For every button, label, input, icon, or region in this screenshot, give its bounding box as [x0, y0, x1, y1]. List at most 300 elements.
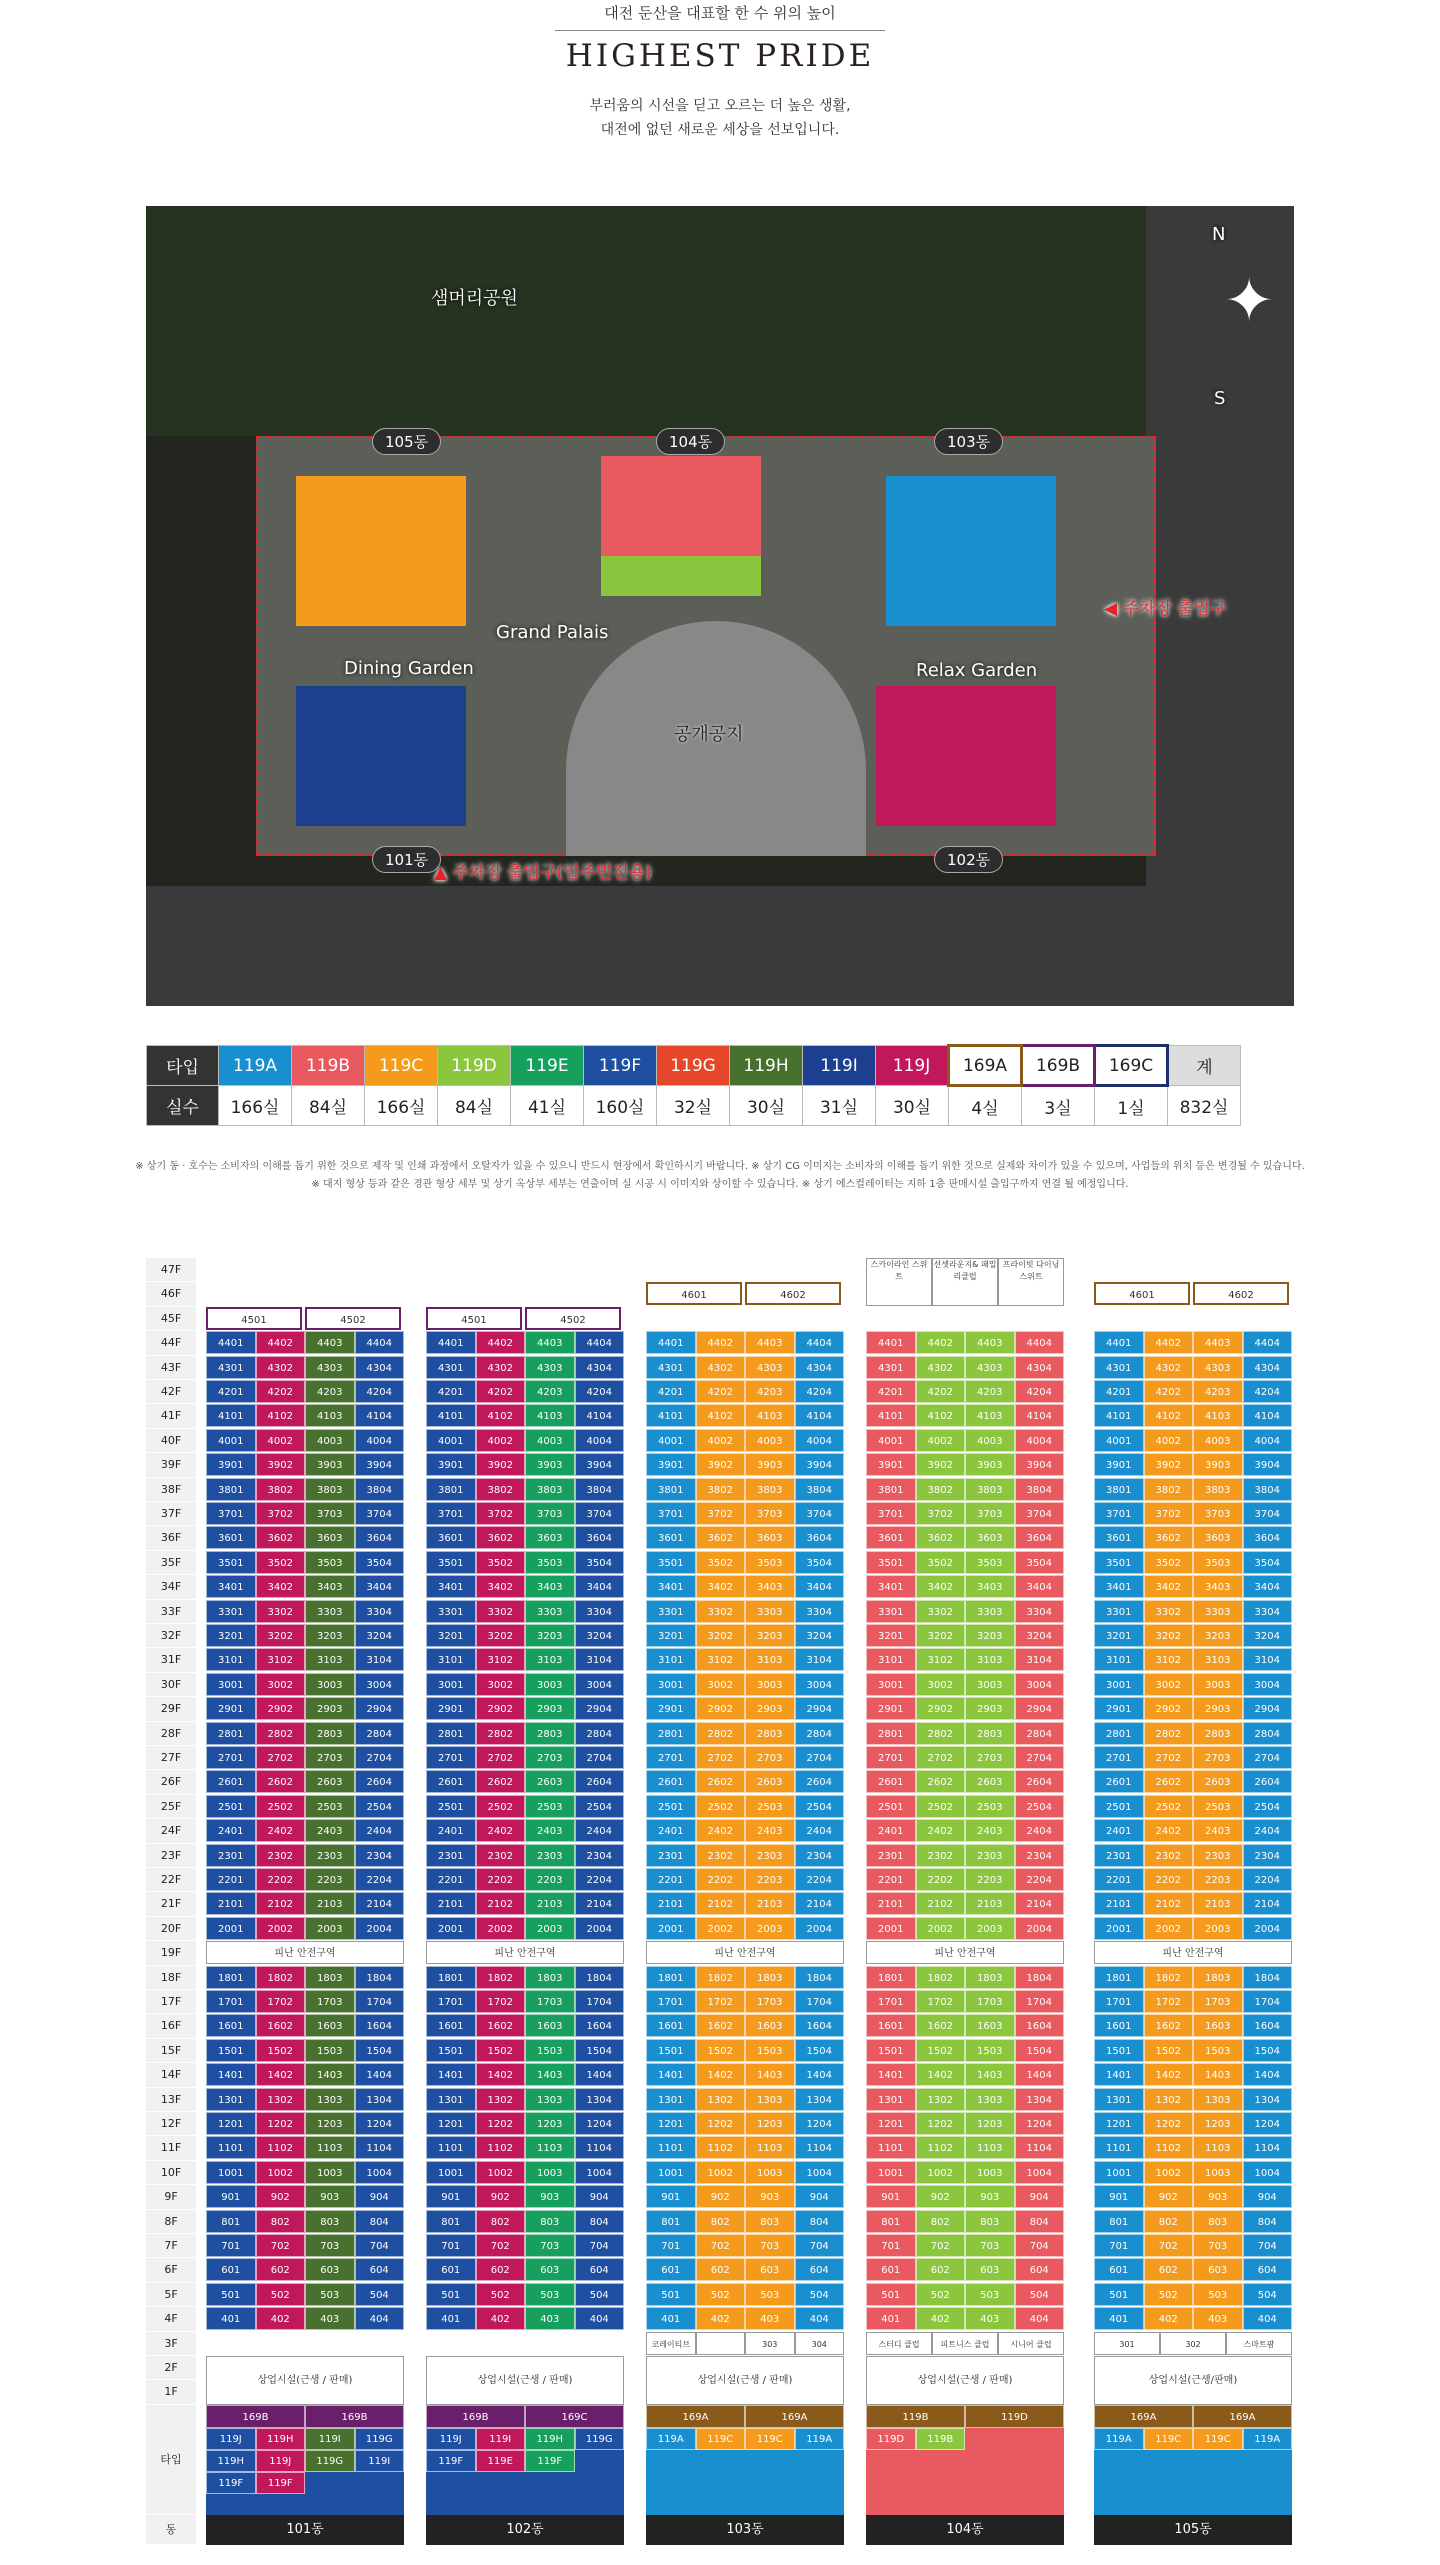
unit-cell: 1401 — [1094, 2063, 1144, 2086]
unit-cell: 2401 — [646, 1819, 696, 1842]
unit-cell: 2702 — [916, 1746, 966, 1769]
unit-cell: 1501 — [1094, 2039, 1144, 2062]
unit-cell: 603 — [305, 2258, 355, 2281]
penthouse-unit: 4601 — [646, 1282, 742, 1305]
unit-cell: 3601 — [426, 1526, 476, 1549]
unit-cell: 3402 — [1144, 1575, 1194, 1598]
parking-entrance-south: ▲ 주차장 출입구(입주민전용) — [434, 863, 652, 883]
penthouse-unit: 4501 — [206, 1307, 302, 1330]
floor-label: 11F — [146, 2136, 196, 2160]
floor-label: 32F — [146, 1624, 196, 1648]
unit-cell: 602 — [916, 2258, 966, 2281]
unit-cell: 3904 — [1015, 1453, 1065, 1476]
unit-cell: 2401 — [206, 1819, 256, 1842]
unit-cell: 4004 — [575, 1429, 625, 1452]
floor-label: 24F — [146, 1819, 196, 1843]
unit-cell: 1004 — [1015, 2161, 1065, 2184]
unit-cell: 1503 — [965, 2039, 1015, 2062]
unit-cell: 1601 — [1094, 2014, 1144, 2037]
unit-cell: 3503 — [305, 1551, 355, 1574]
unit-cell: 2504 — [575, 1795, 625, 1818]
unit-cell: 802 — [916, 2210, 966, 2233]
unit-cell: 902 — [256, 2185, 306, 2208]
unit-cell: 3103 — [745, 1648, 795, 1671]
type-chip: 119I — [355, 2450, 405, 2472]
unit-cell: 4201 — [646, 1380, 696, 1403]
unit-cell: 3301 — [866, 1600, 916, 1623]
unit-cell: 3903 — [1193, 1453, 1243, 1476]
type-cell: 169C — [1095, 1046, 1168, 1086]
unit-cell: 703 — [965, 2234, 1015, 2257]
unit-cell: 4202 — [1144, 1380, 1194, 1403]
unit-cell: 2504 — [355, 1795, 405, 1818]
unit-cell: 3001 — [866, 1673, 916, 1696]
unit-cell: 2402 — [696, 1819, 746, 1842]
unit-cell: 2104 — [575, 1892, 625, 1915]
unit-cell: 402 — [696, 2307, 746, 2330]
unit-cell: 3003 — [525, 1673, 575, 1696]
unit-cell: 2502 — [916, 1795, 966, 1818]
unit-cell: 804 — [575, 2210, 625, 2233]
unit-cell: 3801 — [866, 1478, 916, 1501]
unit-cell: 1504 — [795, 2039, 845, 2062]
unit-cell: 4403 — [965, 1331, 1015, 1354]
unit-cell: 2504 — [795, 1795, 845, 1818]
floor-label: 33F — [146, 1600, 196, 1624]
unit-cell: 2903 — [1193, 1697, 1243, 1720]
unit-cell: 1602 — [916, 2014, 966, 2037]
unit-cell: 401 — [646, 2307, 696, 2330]
unit-cell: 402 — [1144, 2307, 1194, 2330]
unit-cell: 2403 — [305, 1819, 355, 1842]
unit-cell: 1204 — [575, 2112, 625, 2135]
unit-cell: 3001 — [206, 1673, 256, 1696]
type-chip: 119C — [745, 2428, 795, 2450]
unit-cell: 1504 — [1015, 2039, 1065, 2062]
unit-cell: 401 — [206, 2307, 256, 2330]
unit-cell: 503 — [1193, 2283, 1243, 2306]
unit-cell: 1204 — [1243, 2112, 1293, 2135]
unit-cell: 501 — [646, 2283, 696, 2306]
type-cell: 119C — [365, 1046, 438, 1086]
floor-label: 20F — [146, 1917, 196, 1941]
unit-cell: 4002 — [1144, 1429, 1194, 1452]
unit-cell: 3302 — [696, 1600, 746, 1623]
unit-cell: 2503 — [525, 1795, 575, 1818]
unit-cell: 3402 — [476, 1575, 526, 1598]
unit-cell: 2301 — [866, 1844, 916, 1867]
unit-cell: 2703 — [745, 1746, 795, 1769]
unit-cell: 3903 — [745, 1453, 795, 1476]
floor-label: 39F — [146, 1453, 196, 1477]
unit-cell: 4103 — [965, 1404, 1015, 1427]
unit-cell: 2101 — [206, 1892, 256, 1915]
unit-cell: 1101 — [1094, 2136, 1144, 2159]
unit-cell: 2801 — [206, 1722, 256, 1745]
commercial-zone: 상업시설(근생 / 판매) — [646, 2356, 844, 2405]
unit-cell: 3602 — [1144, 1526, 1194, 1549]
unit-cell: 2804 — [795, 1722, 845, 1745]
unit-cell: 1003 — [965, 2161, 1015, 2184]
count-cell: 3실 — [1022, 1086, 1095, 1126]
unit-cell: 2803 — [965, 1722, 1015, 1745]
unit-cell: 2303 — [745, 1844, 795, 1867]
unit-cell: 4203 — [965, 1380, 1015, 1403]
unit-cell: 902 — [476, 2185, 526, 2208]
unit-cell: 502 — [256, 2283, 306, 2306]
floor-label: 29F — [146, 1697, 196, 1721]
type-chip: 119H — [206, 2450, 256, 2472]
unit-cell: 1404 — [795, 2063, 845, 2086]
unit-cell: 4304 — [795, 1356, 845, 1379]
unit-cell: 601 — [1094, 2258, 1144, 2281]
type-allocation-block — [426, 2405, 624, 2515]
unit-cell: 2802 — [1144, 1722, 1194, 1745]
unit-cell: 3502 — [476, 1551, 526, 1574]
unit-cell: 3403 — [965, 1575, 1015, 1598]
unit-cell: 902 — [916, 2185, 966, 2208]
unit-cell: 3802 — [916, 1478, 966, 1501]
floor-label: 1F — [146, 2380, 196, 2404]
unit-cell: 1204 — [1015, 2112, 1065, 2135]
floor-label: 4F — [146, 2307, 196, 2331]
unit-cell: 3904 — [795, 1453, 845, 1476]
unit-cell: 3204 — [355, 1624, 405, 1647]
unit-cell: 704 — [1243, 2234, 1293, 2257]
unit-cell: 3203 — [745, 1624, 795, 1647]
unit-cell: 1401 — [426, 2063, 476, 2086]
unit-cell: 3503 — [1193, 1551, 1243, 1574]
unit-cell: 2004 — [795, 1917, 845, 1940]
type-chip: 119A — [646, 2428, 696, 2450]
unit-cell: 2904 — [355, 1697, 405, 1720]
building-102-label: 102동 — [934, 846, 1003, 873]
unit-cell: 3001 — [1094, 1673, 1144, 1696]
unit-cell: 3901 — [206, 1453, 256, 1476]
unit-cell: 2503 — [745, 1795, 795, 1818]
floor-label: 22F — [146, 1868, 196, 1892]
count-cell: 4실 — [949, 1086, 1022, 1126]
unit-cell: 1004 — [795, 2161, 845, 2184]
amenity-label: 프라이빗 다이닝 스위트 — [998, 1258, 1064, 1306]
unit-cell: 2002 — [696, 1917, 746, 1940]
unit-cell: 2501 — [646, 1795, 696, 1818]
unit-cell: 2704 — [1243, 1746, 1293, 1769]
refuge-zone: 피난 안전구역 — [206, 1941, 404, 1964]
unit-cell: 2304 — [1243, 1844, 1293, 1867]
unit-cell: 1302 — [476, 2088, 526, 2111]
floor-label: 42F — [146, 1380, 196, 1404]
unit-cell: 3304 — [575, 1600, 625, 1623]
unit-cell: 2202 — [476, 1868, 526, 1891]
unit-cell: 4101 — [866, 1404, 916, 1427]
unit-cell: 4001 — [646, 1429, 696, 1452]
unit-cell: 404 — [1243, 2307, 1293, 2330]
unit-cell: 3104 — [1015, 1648, 1065, 1671]
unit-cell: 3403 — [1193, 1575, 1243, 1598]
unit-cell: 2001 — [1094, 1917, 1144, 1940]
unit-cell: 1301 — [866, 2088, 916, 2111]
unit-cell: 1203 — [745, 2112, 795, 2135]
unit-cell: 4003 — [1193, 1429, 1243, 1452]
unit-cell: 2804 — [1015, 1722, 1065, 1745]
unit-cell: 3203 — [525, 1624, 575, 1647]
unit-cell: 3202 — [256, 1624, 306, 1647]
unit-cell: 3202 — [476, 1624, 526, 1647]
unit-cell: 3704 — [575, 1502, 625, 1525]
unit-cell: 3301 — [1094, 1600, 1144, 1623]
unit-cell: 3602 — [476, 1526, 526, 1549]
unit-cell: 2603 — [965, 1770, 1015, 1793]
type-cell: 119H — [730, 1046, 803, 1086]
unit-cell: 4303 — [525, 1356, 575, 1379]
unit-cell: 2601 — [646, 1770, 696, 1793]
unit-cell: 1504 — [1243, 2039, 1293, 2062]
unit-cell: 4204 — [355, 1380, 405, 1403]
building-name: 101동 — [206, 2515, 404, 2545]
type-chip: 119F — [206, 2472, 256, 2494]
unit-cell: 2704 — [1015, 1746, 1065, 1769]
unit-cell: 1103 — [965, 2136, 1015, 2159]
unit-cell: 804 — [1243, 2210, 1293, 2233]
unit-cell: 1501 — [866, 2039, 916, 2062]
unit-cell: 3101 — [646, 1648, 696, 1671]
unit-cell: 702 — [696, 2234, 746, 2257]
unit-cell: 903 — [745, 2185, 795, 2208]
count-header: 실수 — [147, 1086, 219, 1126]
unit-cell: 4402 — [696, 1331, 746, 1354]
unit-cell: 4101 — [426, 1404, 476, 1427]
floor-label: 6F — [146, 2258, 196, 2282]
unit-cell: 2603 — [305, 1770, 355, 1793]
unit-cell: 4401 — [1094, 1331, 1144, 1354]
unit-cell: 3304 — [355, 1600, 405, 1623]
unit-cell: 1402 — [1144, 2063, 1194, 2086]
unit-cell: 1801 — [206, 1966, 256, 1989]
unit-cell: 1602 — [256, 2014, 306, 2037]
unit-cell: 702 — [256, 2234, 306, 2257]
unit-cell: 1002 — [1144, 2161, 1194, 2184]
unit-cell: 804 — [1015, 2210, 1065, 2233]
title-divider — [555, 30, 885, 31]
unit-cell: 3901 — [426, 1453, 476, 1476]
unit-cell: 4103 — [305, 1404, 355, 1427]
unit-cell: 3103 — [525, 1648, 575, 1671]
unit-cell: 4101 — [206, 1404, 256, 1427]
unit-cell: 4102 — [476, 1404, 526, 1427]
unit-cell: 603 — [965, 2258, 1015, 2281]
unit-cell: 1001 — [866, 2161, 916, 2184]
unit-cell: 604 — [1243, 2258, 1293, 2281]
unit-cell: 1304 — [795, 2088, 845, 2111]
unit-cell: 2101 — [866, 1892, 916, 1915]
unit-cell: 2902 — [696, 1697, 746, 1720]
unit-cell: 3701 — [866, 1502, 916, 1525]
floor-label: 45F — [146, 1307, 196, 1331]
unit-cell: 1102 — [1144, 2136, 1194, 2159]
unit-cell: 3002 — [476, 1673, 526, 1696]
unit-cell: 4003 — [745, 1429, 795, 1452]
unit-cell: 2404 — [355, 1819, 405, 1842]
unit-cell: 4102 — [256, 1404, 306, 1427]
unit-cell: 3903 — [525, 1453, 575, 1476]
floor-label: 27F — [146, 1746, 196, 1770]
type-chip: 169A — [1193, 2405, 1292, 2428]
unit-cell: 2801 — [866, 1722, 916, 1745]
type-chip: 119C — [696, 2428, 746, 2450]
unit-cell: 802 — [256, 2210, 306, 2233]
unit-cell: 4204 — [1015, 1380, 1065, 1403]
unit-cell: 1302 — [916, 2088, 966, 2111]
unit-cell: 3102 — [916, 1648, 966, 1671]
unit-cell: 3604 — [1243, 1526, 1293, 1549]
unit-cell: 3001 — [426, 1673, 476, 1696]
unit-cell: 4303 — [1193, 1356, 1243, 1379]
unit-cell: 904 — [1243, 2185, 1293, 2208]
unit-cell: 2704 — [575, 1746, 625, 1769]
floor-label: 15F — [146, 2039, 196, 2063]
unit-cell: 2002 — [1144, 1917, 1194, 1940]
unit-cell: 2603 — [525, 1770, 575, 1793]
unit-cell: 2201 — [206, 1868, 256, 1891]
unit-cell: 1604 — [1243, 2014, 1293, 2037]
amenity-label: 303 — [745, 2332, 795, 2355]
footnote-2: ※ 대지 형상 등과 같은 경관 형상 세부 및 상기 옥상부 세부는 연출이며 실 시공 시 이미지와 상이할 수 있습니다. ※ 상기 에스컬레이터는 지하 1층 판매시설 출입구까지 연결 될 예정입니다. — [311, 1179, 1129, 1190]
unit-cell: 2802 — [916, 1722, 966, 1745]
unit-cell: 2801 — [426, 1722, 476, 1745]
unit-cell: 1201 — [426, 2112, 476, 2135]
unit-cell: 3303 — [525, 1600, 575, 1623]
unit-cell: 3404 — [1015, 1575, 1065, 1598]
unit-cell: 3404 — [355, 1575, 405, 1598]
unit-cell: 502 — [696, 2283, 746, 2306]
unit-cell: 4202 — [916, 1380, 966, 1403]
unit-cell: 601 — [866, 2258, 916, 2281]
unit-cell: 4301 — [646, 1356, 696, 1379]
unit-cell: 3803 — [1193, 1478, 1243, 1501]
unit-cell: 3402 — [696, 1575, 746, 1598]
unit-cell: 1702 — [256, 1990, 306, 2013]
unit-cell: 3302 — [476, 1600, 526, 1623]
unit-cell: 2701 — [646, 1746, 696, 1769]
unit-cell: 3204 — [1243, 1624, 1293, 1647]
unit-cell: 1501 — [646, 2039, 696, 2062]
floor-label: 12F — [146, 2112, 196, 2136]
unit-cell: 3602 — [916, 1526, 966, 1549]
unit-cell: 1003 — [525, 2161, 575, 2184]
unit-cell: 1702 — [916, 1990, 966, 2013]
unit-cell: 2604 — [575, 1770, 625, 1793]
unit-cell: 4104 — [1015, 1404, 1065, 1427]
unit-cell: 2903 — [745, 1697, 795, 1720]
unit-cell: 3401 — [1094, 1575, 1144, 1598]
type-chip: 119H — [256, 2428, 306, 2450]
unit-cell: 2201 — [866, 1868, 916, 1891]
unit-cell: 1701 — [206, 1990, 256, 2013]
penthouse-unit: 4501 — [426, 1307, 522, 1330]
unit-cell: 3003 — [965, 1673, 1015, 1696]
unit-cell: 4301 — [1094, 1356, 1144, 1379]
unit-cell: 4004 — [795, 1429, 845, 1452]
unit-cell: 2501 — [426, 1795, 476, 1818]
unit-cell: 3204 — [575, 1624, 625, 1647]
unit-cell: 2202 — [696, 1868, 746, 1891]
type-chip: 119G — [575, 2428, 625, 2450]
commercial-zone: 상업시설(근생 / 판매) — [426, 2356, 624, 2405]
unit-cell: 2901 — [206, 1697, 256, 1720]
unit-cell: 802 — [1144, 2210, 1194, 2233]
unit-cell: 4203 — [525, 1380, 575, 1403]
unit-cell: 2604 — [1243, 1770, 1293, 1793]
unit-cell: 2303 — [965, 1844, 1015, 1867]
type-cell: 119A — [219, 1046, 292, 1086]
unit-cell: 1101 — [646, 2136, 696, 2159]
floor-label: 13F — [146, 2088, 196, 2112]
floor-label: 43F — [146, 1356, 196, 1380]
unit-cell: 1304 — [1243, 2088, 1293, 2111]
amenity-label: 선셋라운지& 패밀리클럽 — [932, 1258, 998, 1306]
unit-cell: 2903 — [525, 1697, 575, 1720]
unit-cell: 2202 — [256, 1868, 306, 1891]
unit-cell: 1501 — [426, 2039, 476, 2062]
unit-cell: 1704 — [1243, 1990, 1293, 2013]
unit-cell: 3701 — [1094, 1502, 1144, 1525]
unit-cell: 4401 — [206, 1331, 256, 1354]
unit-cell: 3703 — [965, 1502, 1015, 1525]
unit-cell: 3603 — [745, 1526, 795, 1549]
type-chip: 119D — [866, 2428, 916, 2450]
unit-cell: 3804 — [355, 1478, 405, 1501]
unit-cell: 604 — [355, 2258, 405, 2281]
unit-cell: 4002 — [696, 1429, 746, 1452]
unit-cell: 402 — [476, 2307, 526, 2330]
unit-cell: 4401 — [426, 1331, 476, 1354]
building-102-footprint — [876, 686, 1056, 826]
unit-cell: 1703 — [965, 1990, 1015, 2013]
unit-cell: 2103 — [305, 1892, 355, 1915]
unit-cell: 1302 — [256, 2088, 306, 2111]
type-chip: 119J — [426, 2428, 476, 2450]
unit-cell: 903 — [525, 2185, 575, 2208]
unit-cell: 3602 — [696, 1526, 746, 1549]
unit-cell: 3202 — [1144, 1624, 1194, 1647]
unit-cell: 901 — [1094, 2185, 1144, 2208]
unit-cell: 1704 — [1015, 1990, 1065, 2013]
unit-cell: 1604 — [575, 2014, 625, 2037]
unit-cell: 1002 — [916, 2161, 966, 2184]
unit-cell: 2001 — [866, 1917, 916, 1940]
unit-cell: 803 — [965, 2210, 1015, 2233]
building-101-footprint — [296, 686, 466, 826]
unit-cell: 1102 — [916, 2136, 966, 2159]
unit-cell: 2301 — [206, 1844, 256, 1867]
unit-cell: 1203 — [1193, 2112, 1243, 2135]
footnotes — [0, 1158, 1440, 1194]
unit-cell: 3002 — [696, 1673, 746, 1696]
unit-cell: 1803 — [305, 1966, 355, 1989]
unit-cell: 1102 — [476, 2136, 526, 2159]
unit-cell: 1502 — [476, 2039, 526, 2062]
unit-cell: 1104 — [575, 2136, 625, 2159]
unit-cell: 2204 — [795, 1868, 845, 1891]
unit-cell: 1804 — [1015, 1966, 1065, 1989]
unit-cell: 4401 — [866, 1331, 916, 1354]
unit-cell: 4201 — [206, 1380, 256, 1403]
unit-cell: 3804 — [1243, 1478, 1293, 1501]
unit-cell: 3804 — [575, 1478, 625, 1501]
unit-cell: 3503 — [965, 1551, 1015, 1574]
unit-cell: 3703 — [1193, 1502, 1243, 1525]
